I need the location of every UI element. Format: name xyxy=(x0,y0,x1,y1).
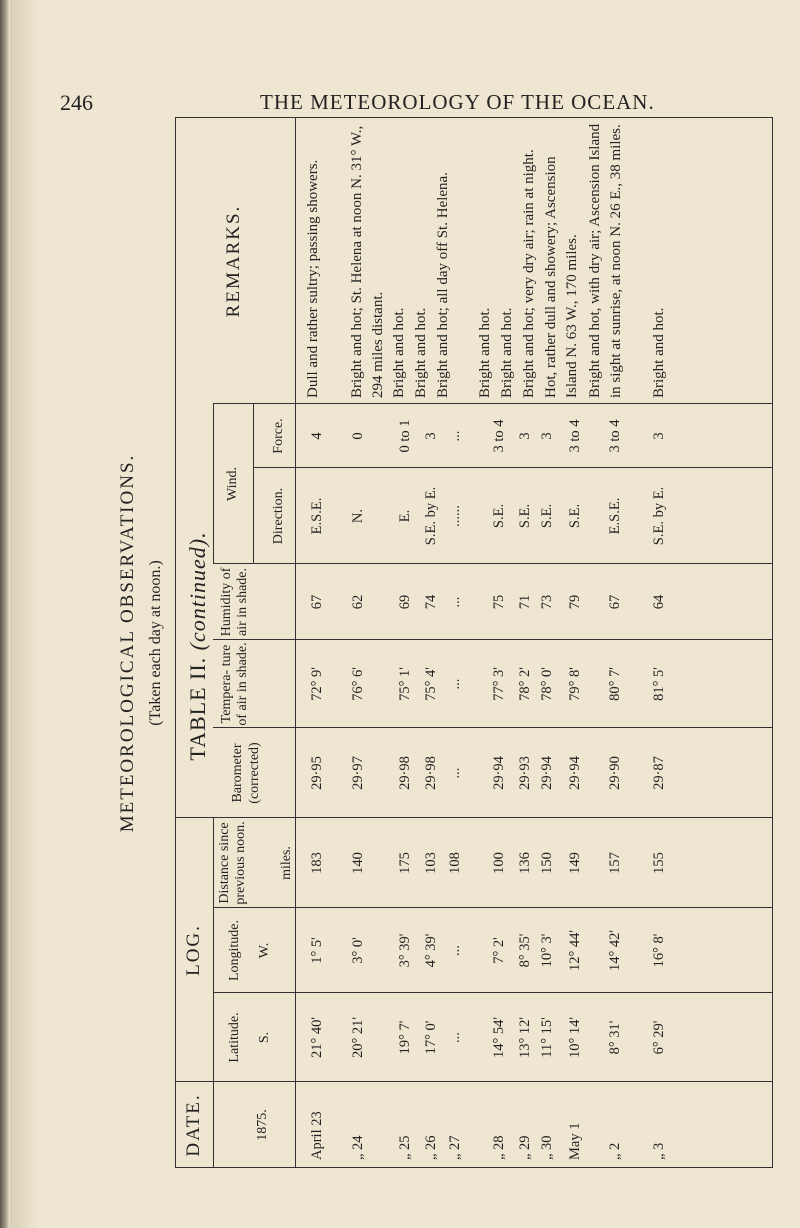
cell-baro: 29·87 xyxy=(651,756,667,790)
temperature-header: Tempera- ture of air in shade. xyxy=(219,642,250,726)
cell-force: 3 xyxy=(651,432,667,440)
cell-long: 4° 39' xyxy=(423,933,439,968)
cell-long: 3° 0' xyxy=(350,937,366,964)
cell-baro: 29·90 xyxy=(607,756,623,790)
cell-remarks: Bright and hot. xyxy=(651,307,667,398)
cell-remarks: Bright and hot. xyxy=(477,307,493,398)
cell-force: 0 xyxy=(350,432,366,440)
cell-force: 3 xyxy=(539,432,555,440)
cell-temp: 78° 0' xyxy=(539,667,555,701)
wind-sub-header-rule xyxy=(253,404,254,564)
cell-lat: 13° 12' xyxy=(517,1016,533,1059)
cell-lat: 10° 14' xyxy=(567,1016,583,1059)
cell-dir: S.E. xyxy=(539,503,555,529)
cell-date: „ 24 xyxy=(350,1135,366,1160)
cell-remarks: Bright and hot; all day off St. Helena. xyxy=(435,172,451,398)
wind-direction-header: Direction. xyxy=(271,487,286,545)
cell-force: 3 to 4 xyxy=(607,419,623,453)
table-main-title: METEOROLOGICAL OBSERVATIONS. xyxy=(117,453,138,833)
cell-dir: E.S.E. xyxy=(607,497,623,535)
cell-hum: 69 xyxy=(397,594,413,610)
cell-temp: 81° 5' xyxy=(651,667,667,701)
page-binding-shadow xyxy=(0,0,10,1228)
cell-baro: 29·95 xyxy=(309,756,325,790)
table-bottom-rule xyxy=(772,118,773,1168)
cell-temp: ... xyxy=(447,678,463,690)
cell-dist: 108 xyxy=(447,852,463,874)
cell-temp: 80° 7' xyxy=(607,667,623,701)
log-section-header: LOG. xyxy=(183,924,204,976)
cell-long: 3° 39' xyxy=(397,933,413,968)
remarks-section-header: REMARKS. xyxy=(223,204,244,318)
cell-force: 4 xyxy=(309,432,325,440)
cell-dist: 103 xyxy=(423,852,439,874)
cell-force: 3 to 4 xyxy=(567,419,583,453)
wind-header-rule xyxy=(213,404,214,564)
cell-dist: 150 xyxy=(539,852,555,874)
cell-baro: 29·98 xyxy=(423,756,439,790)
cell-hum: 67 xyxy=(309,594,325,610)
cell-date: April 23 xyxy=(309,1111,325,1160)
cell-baro: 29·97 xyxy=(350,756,366,790)
cell-lat: 14° 54' xyxy=(491,1016,507,1059)
year-header: 1875. xyxy=(255,1109,270,1141)
cell-long: 16° 8' xyxy=(651,933,667,968)
cell-remarks: Bright and hot; very dry air; rain at night. xyxy=(521,149,537,398)
cell-lat: 6° 29' xyxy=(651,1020,667,1055)
cell-force: 0 to 1 xyxy=(397,419,413,453)
cell-hum: 74 xyxy=(423,594,439,610)
cell-temp: 72° 9' xyxy=(309,667,325,701)
cell-remarks: Bright and hot. xyxy=(499,307,515,398)
cell-dist: 136 xyxy=(517,852,533,874)
cell-long: 1° 5' xyxy=(309,937,325,964)
cell-dir: S.E. xyxy=(517,503,533,529)
cell-dir: S.E. xyxy=(491,503,507,529)
cell-long: 10° 3' xyxy=(539,933,555,968)
wind-section-header: Wind. xyxy=(225,466,240,502)
cell-temp: 77° 3' xyxy=(491,667,507,701)
cell-dir: S.E. by E. xyxy=(423,486,439,546)
cell-dir: N. xyxy=(350,508,366,524)
cell-dist: 140 xyxy=(350,852,366,874)
cell-temp: 76° 6' xyxy=(350,667,366,701)
cell-hum: 73 xyxy=(539,594,555,610)
cell-dir: ...... xyxy=(447,505,463,527)
cell-baro: 29·94 xyxy=(567,756,583,790)
cell-long: 14° 42' xyxy=(607,929,623,972)
cell-date: May 1 xyxy=(567,1122,583,1160)
cell-date: „ 2 xyxy=(607,1142,623,1160)
cell-baro: 29·98 xyxy=(397,756,413,790)
major-column-rule-3 xyxy=(175,117,773,118)
cell-date: „ 27 xyxy=(447,1135,463,1160)
table-subtitle: (Taken each day at noon.) xyxy=(147,560,164,726)
wind-sub-rule xyxy=(253,467,773,468)
cell-force: 3 to 4 xyxy=(491,419,507,453)
cell-temp: 75° 1' xyxy=(397,667,413,701)
cell-dir: E.S.E. xyxy=(309,497,325,535)
page-number: 246 xyxy=(60,90,93,115)
cell-long: 8° 35' xyxy=(517,933,533,968)
cell-lat: ... xyxy=(447,1032,463,1043)
distance-header: Distance since previous noon. xyxy=(217,821,248,905)
cell-dir: S.E. xyxy=(567,503,583,529)
cell-hum: 64 xyxy=(651,594,667,610)
distance-unit: miles. xyxy=(279,846,294,880)
cell-dist: 175 xyxy=(397,852,413,874)
cell-remarks: Dull and rather sultry; passing showers. xyxy=(305,159,321,398)
table-top-rule xyxy=(175,118,176,1168)
cell-dist: 100 xyxy=(491,852,507,874)
cell-date: „ 25 xyxy=(397,1135,413,1160)
cell-remarks: Bright and hot. xyxy=(413,307,429,398)
cell-lat: 19° 7' xyxy=(397,1020,413,1055)
cell-dist: 183 xyxy=(309,852,325,874)
cell-dist: 149 xyxy=(567,852,583,874)
cell-lat: 17° 0' xyxy=(423,1020,439,1055)
cell-dist: 157 xyxy=(607,852,623,874)
cell-dir: S.E. by E. xyxy=(651,486,667,546)
cell-force: 3 xyxy=(517,432,533,440)
date-header-rule xyxy=(213,1082,214,1168)
cell-remarks: Bright and hot, with dry air; Ascension Island in sight at sunrise, at noon N. 26 E., 38 miles. xyxy=(587,123,624,398)
wind-force-header: Force. xyxy=(271,418,286,454)
table-title-main: TABLE II. xyxy=(185,656,210,761)
cell-baro: ... xyxy=(447,767,463,779)
cell-lat: 8° 31' xyxy=(607,1020,623,1055)
cell-long: 12° 44' xyxy=(567,929,583,972)
lat-unit: S. xyxy=(257,1031,272,1044)
cell-baro: 29·94 xyxy=(539,756,555,790)
cell-date: „ 30 xyxy=(539,1135,555,1160)
cell-lat: 20° 21' xyxy=(350,1016,366,1059)
cell-remarks: Bright and hot. xyxy=(391,307,407,398)
cell-dir: E. xyxy=(397,509,413,523)
meteorological-table xyxy=(117,118,773,1168)
cell-force: ... xyxy=(447,430,463,442)
cell-hum: 67 xyxy=(607,594,623,610)
long-unit: W. xyxy=(257,942,272,959)
date-section-header: DATE. xyxy=(183,1093,204,1157)
cell-lat: 11° 15' xyxy=(539,1017,555,1058)
cell-long: 7° 2' xyxy=(491,937,507,964)
cell-hum: ... xyxy=(447,596,463,608)
cell-date: „ 28 xyxy=(491,1135,507,1160)
cell-temp: 75° 4' xyxy=(423,667,439,701)
barometer-header: Barometer (corrected) xyxy=(230,742,262,804)
cell-hum: 75 xyxy=(491,594,507,610)
cell-hum: 62 xyxy=(350,594,366,610)
cell-remarks: Hot, rather dull and showery; Ascension Island N. 63 W., 170 miles. xyxy=(543,156,580,398)
page-binding-tint xyxy=(10,0,38,1228)
cell-dist: 155 xyxy=(651,852,667,874)
cell-date: „ 26 xyxy=(423,1135,439,1160)
cell-baro: 29·93 xyxy=(517,756,533,790)
cell-temp: 79° 8' xyxy=(567,667,583,701)
cell-date: „ 29 xyxy=(517,1135,533,1160)
cell-hum: 71 xyxy=(517,594,533,610)
latitude-header: Latitude. xyxy=(227,1012,242,1063)
table-title-suffix: (continued). xyxy=(185,531,210,651)
major-column-rule-2 xyxy=(175,817,773,818)
cell-force: 3 xyxy=(423,432,439,440)
log-header-rule xyxy=(213,818,214,1082)
cell-remarks: Bright and hot; St. Helena at noon N. 31° W., 294 miles distant. xyxy=(349,125,386,398)
cell-long: ... xyxy=(447,945,463,956)
running-head: THE METEOROLOGY OF THE OCEAN. xyxy=(260,90,655,114)
cell-temp: 78° 2' xyxy=(517,667,533,701)
humidity-header: Humidity of air in shade. xyxy=(219,567,250,637)
longitude-header: Longitude. xyxy=(227,919,242,982)
cell-hum: 79 xyxy=(567,594,583,610)
header-rule xyxy=(295,118,296,1168)
cell-date: „ 3 xyxy=(651,1142,667,1160)
cell-baro: 29·94 xyxy=(491,756,507,790)
cell-lat: 21° 40' xyxy=(309,1016,325,1059)
